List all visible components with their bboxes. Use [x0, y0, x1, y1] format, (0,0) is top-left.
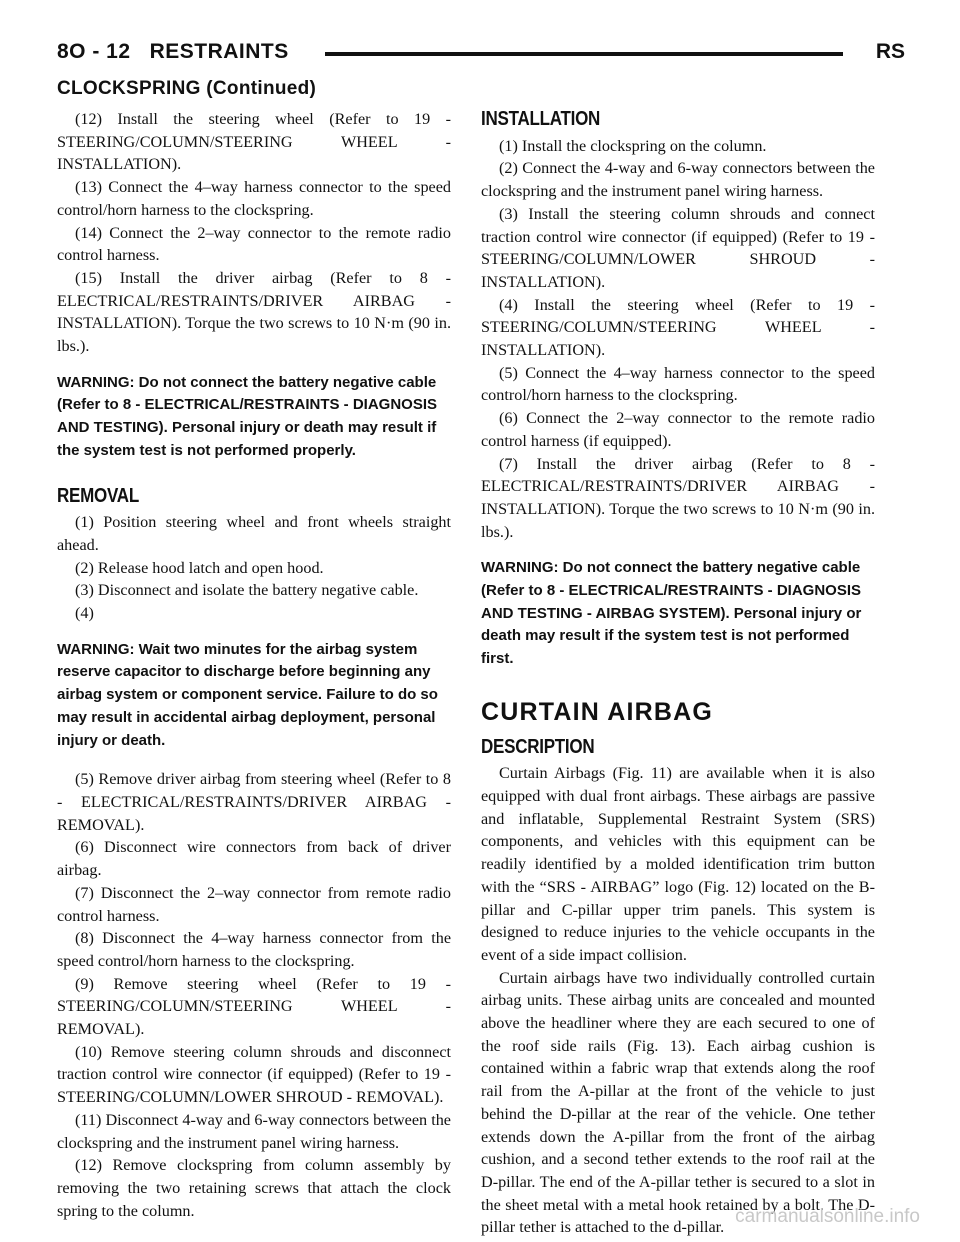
description-heading: DESCRIPTION: [481, 735, 595, 758]
step-paragraph: (5) Connect the 4–way harness connector to the speed control/horn harness to the clockspring.: [481, 363, 875, 405]
intro-steps: [57, 108, 451, 358]
warning-system-test: WARNING: Do not connect the battery negative cable (Refer to 8 - ELECTRICAL/RESTRAINTS - DIAGNOSIS AND TESTING - AIRBAG SYSTEM). Personal injury or death may result if the system test is not performed first.: [481, 559, 862, 668]
removal-steps-continued: [57, 768, 451, 1222]
header-left: [57, 40, 289, 64]
removal-steps: [57, 511, 451, 625]
header-rule: [325, 52, 843, 56]
page-header: [57, 40, 905, 70]
description-paragraph: Curtain Airbags (Fig. 11) are available when it is also equipped with dual front airbags. These airbags are passive and inflatable, Supplemental Restraint System (SRS) components, and vehicles with this equipment can be readily identified by a molded identification trim button with the “SRS - AIRBAG” logo (Fig. 12) located on the B-pillar and C-pillar upper trim panels. This system is designed to reduce injuries to the vehicle occupants in the event of a side impact collision.: [481, 764, 875, 964]
step-paragraph: (8) Disconnect the 4–way harness connector from the speed control/horn harness to the clockspring.: [57, 929, 451, 970]
step-paragraph: (12) Install the steering wheel (Refer to 19 - STEERING/COLUMN/STEERING WHEEL - INSTALLATION).: [57, 110, 451, 174]
step-paragraph: (10) Remove steering column shrouds and disconnect traction control wire connector (if equipped) (Refer to 19 - STEERING/COLUMN/LOWER SHROUD - REMOVAL).: [57, 1042, 451, 1107]
curtain-airbag-heading: CURTAIN AIRBAG: [481, 697, 714, 726]
description-paragraph: Curtain airbags have two individually controlled curtain airbag units. These airbag units are concealed and mounted above the headliner where they are each secured to one of the roof side rails (Fig. 13). Each airbag cushion is contained within a fabric wrap that extends along the roof rail from the A-pillar at the front of the vehicle to just behind the D-pillar at the rear of the vehicle. One tether extends down the A-pillar from the front of the airbag cushion, and a second tether extends to the roof rail at the D-pillar. The end of the A-pillar tether is secured to a slot in the sheet metal with a metal hook retained by a bolt. The D-pillar tether is attached to the d-pillar.: [481, 968, 875, 1237]
warning-battery-cable: WARNING: Do not connect the battery negative cable (Refer to 8 - ELECTRICAL/RESTRAINTS - DIAGNOSIS AND TESTING). Personal injury or death may result if the system test is not performed properly.: [57, 373, 438, 459]
step-paragraph: (7) Install the driver airbag (Refer to 8 - ELECTRICAL/RESTRAINTS/DRIVER AIRBAG - INSTALLATION). Torque the two screws to 10 N·m (90 in. lbs.).: [481, 454, 875, 541]
step-paragraph: (3) Install the steering column shrouds and connect traction control wire connector (if equipped) (Refer to 19 - STEERING/COLUMN/LOWER SHROUD - INSTALLATION).: [481, 204, 875, 291]
step-paragraph: (14) Connect the 2–way connector to the remote radio control harness.: [57, 223, 451, 265]
left-column: [57, 108, 451, 1222]
step-paragraph: (9) Remove steering wheel (Refer to 19 - STEERING/COLUMN/STEERING WHEEL - REMOVAL).: [57, 974, 451, 1039]
step-paragraph: (11) Disconnect 4-way and 6-way connectors between the clockspring and the instrument panel wiring harness.: [57, 1110, 451, 1152]
watermark-text: carmanualsonline.info: [735, 1206, 920, 1227]
step-paragraph: (7) Disconnect the 2–way connector from remote radio control harness.: [57, 883, 451, 925]
step-paragraph: (6) Disconnect wire connectors from back of driver airbag.: [57, 838, 451, 880]
section-code: RS: [875, 40, 905, 63]
step-paragraph: (2) Release hood latch and open hood.: [75, 558, 324, 577]
installation-heading: INSTALLATION: [481, 108, 601, 130]
section-title: RESTRAINTS: [149, 40, 289, 63]
warning-capacitor: WARNING: Wait two minutes for the airbag system reserve capacitor to discharge before beginning any airbag system or component service. Failure to do so may result in accidental airbag deployment, personal injury or death.: [57, 640, 438, 749]
page-number: 8O - 12: [57, 40, 131, 63]
step-paragraph: (15) Install the driver airbag (Refer to 8 - ELECTRICAL/RESTRAINTS/DRIVER AIRBAG - INSTALLATION). Torque the two screws to 10 N·m (90 in. lbs.).: [57, 268, 451, 356]
step-paragraph: (1) Install the clockspring on the column.: [499, 136, 767, 155]
description-body: [481, 762, 875, 1239]
step-paragraph: (3) Disconnect and isolate the battery negative cable.: [75, 581, 419, 600]
right-column: [481, 108, 875, 1239]
installation-steps: [481, 135, 875, 544]
step-paragraph: (1) Position steering wheel and front wheels straight ahead.: [57, 513, 451, 554]
continued-heading: CLOCKSPRING (Continued): [57, 78, 317, 99]
step-paragraph: (12) Remove clockspring from column assembly by removing the two retaining screws that attach the clock spring to the column.: [57, 1156, 451, 1220]
step-paragraph: (13) Connect the 4–way harness connector to the speed control/horn harness to the clockspring.: [57, 178, 451, 219]
step-paragraph: (4) Install the steering wheel (Refer to 19 - STEERING/COLUMN/STEERING WHEEL - INSTALLATION).: [481, 295, 875, 360]
step-paragraph: (5) Remove driver airbag from steering wheel (Refer to 8 - ELECTRICAL/RESTRAINTS/DRIVER AIRBAG - REMOVAL).: [57, 770, 451, 834]
removal-heading: REMOVAL: [57, 484, 139, 507]
step-paragraph: (2) Connect the 4-way and 6-way connectors between the clockspring and the instrument panel wiring harness.: [481, 159, 875, 201]
step-paragraph: (6) Connect the 2–way connector to the remote radio control harness (if equipped).: [481, 409, 875, 450]
step-paragraph: (4): [75, 604, 94, 623]
